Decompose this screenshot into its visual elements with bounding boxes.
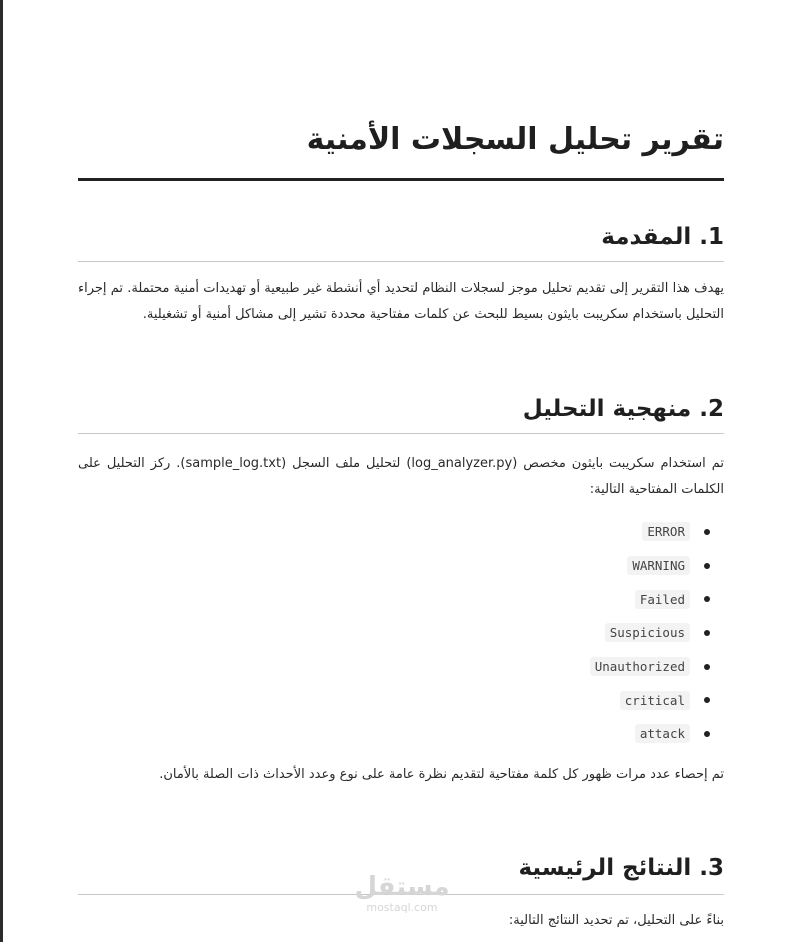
document-page <box>78 0 724 942</box>
keyword-code: Failed <box>635 590 690 609</box>
keyword-list <box>78 515 724 751</box>
bullet-icon <box>704 697 710 703</box>
list-item <box>78 616 724 650</box>
keyword-code: Suspicious <box>605 623 690 642</box>
keyword-code: attack <box>635 724 690 743</box>
section-heading-key-findings: 3. النتائج الرئيسية <box>518 855 724 881</box>
section-divider <box>78 261 724 262</box>
section-heading-introduction: 1. المقدمة <box>601 224 724 250</box>
list-item <box>78 582 724 616</box>
watermark-logo <box>352 872 452 914</box>
keyword-code: WARNING <box>627 556 690 575</box>
bullet-icon <box>704 630 710 636</box>
bullet-icon <box>704 664 710 670</box>
watermark-text: مستقل <box>354 872 450 902</box>
methodology-summary-paragraph: تم إحصاء عدد مرات ظهور كل كلمة مفتاحية لتقديم نظرة عامة على نوع وعدد الأحداث ذات الصلة بالأمان. <box>159 767 724 782</box>
bullet-icon <box>704 529 710 535</box>
bullet-icon <box>704 596 710 602</box>
findings-intro-paragraph: بناءً على التحليل، تم تحديد النتائج التالية: <box>508 913 724 928</box>
page-edge <box>0 0 3 942</box>
list-item <box>78 549 724 583</box>
keyword-code: Unauthorized <box>590 657 690 676</box>
section-heading-methodology: 2. منهجية التحليل <box>522 396 724 422</box>
list-item <box>78 650 724 684</box>
bullet-icon <box>704 563 710 569</box>
list-item <box>78 683 724 717</box>
title-divider <box>78 178 724 181</box>
document-title: تقرير تحليل السجلات الأمنية <box>306 122 724 157</box>
keyword-code: critical <box>620 691 690 710</box>
list-item <box>78 717 724 751</box>
methodology-paragraph: تم استخدام سكريبت بايثون مخصص (log_analyzer.py) لتحليل ملف السجل (sample_log.txt). ركز التحليل على الكلمات المفتاحية التالية: <box>78 456 724 497</box>
keyword-code: ERROR <box>642 522 690 541</box>
watermark-domain: mostaql.com <box>366 901 438 914</box>
introduction-paragraph: يهدف هذا التقرير إلى تقديم تحليل موجز لسجلات النظام لتحديد أي أنشطة غير طبيعية أو تهديدات أمنية محتملة. تم إجراء التحليل باستخدام سكريبت بايثون بسيط للبحث عن كلمات مفتاحية محددة تشير إلى مشاكل أمنية أو تشغيلية. <box>78 281 724 322</box>
list-item <box>78 515 724 549</box>
section-divider <box>78 433 724 434</box>
bullet-icon <box>704 731 710 737</box>
